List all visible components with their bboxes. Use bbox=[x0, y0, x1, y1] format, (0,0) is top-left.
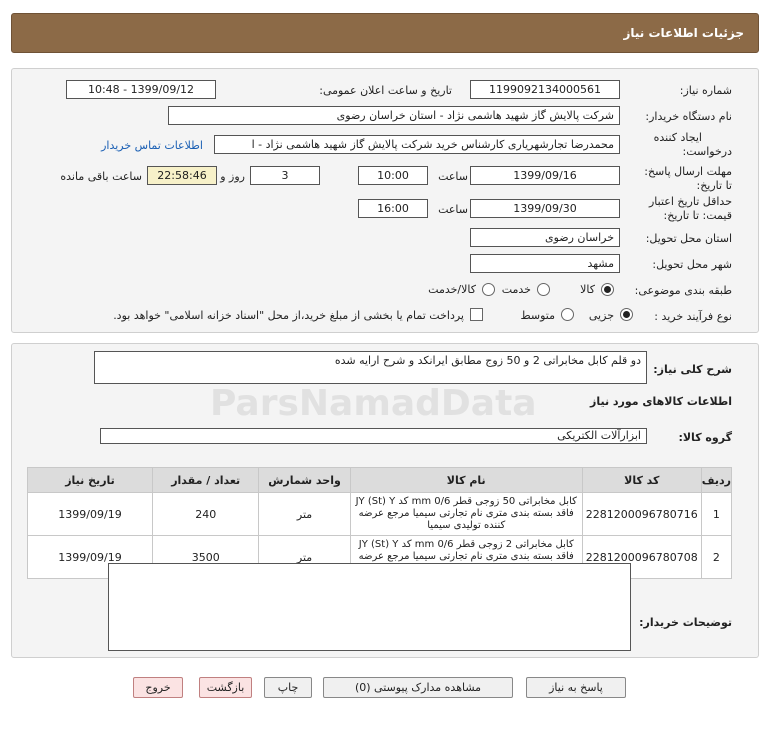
col-unit: واحد شمارش bbox=[259, 468, 350, 493]
page-header bbox=[11, 13, 759, 53]
goods-table-header bbox=[28, 468, 732, 493]
province-field: خراسان رضوی bbox=[470, 228, 620, 247]
validity-label: حداقل تاریخ اعتبار bbox=[648, 195, 732, 208]
days-remaining-field: 3 bbox=[250, 166, 320, 185]
contact-info-link[interactable]: اطلاعات تماس خریدار bbox=[101, 139, 203, 152]
treasury-payment-checkbox[interactable] bbox=[470, 308, 483, 321]
col-code: کد کالا bbox=[582, 468, 701, 493]
treasury-payment-note: پرداخت تمام یا بخشی از مبلغ خرید،از محل "اسناد خزانه اسلامی" خواهد بود. bbox=[113, 309, 464, 322]
process-radio-minor[interactable] bbox=[620, 308, 633, 321]
watermark-logo: ParsNamadData bbox=[210, 383, 537, 424]
view-attachments-button[interactable]: مشاهده مدارک پیوستی (0) bbox=[323, 677, 513, 698]
category-radio-goods[interactable] bbox=[601, 283, 614, 296]
goods-group-field: ابزارآلات الکتریکی bbox=[100, 428, 647, 444]
exit-button[interactable]: خروج bbox=[133, 677, 183, 698]
category-radio-service[interactable] bbox=[537, 283, 550, 296]
print-button[interactable]: چاپ bbox=[264, 677, 312, 698]
col-date: تاریخ نیاز bbox=[28, 468, 153, 493]
creator-field: محمدرضا تجارشهریاری کارشناس خرید شرکت پالایش گاز شهید هاشمی نژاد - ا bbox=[214, 135, 620, 154]
col-qty: تعداد / مقدار bbox=[153, 468, 259, 493]
deadline-date-field: 1399/09/16 bbox=[470, 166, 620, 185]
need-number-label: شماره نیاز: bbox=[679, 84, 732, 97]
cell-code: 2281200096780708 bbox=[582, 536, 701, 579]
category-option-service: خدمت bbox=[501, 283, 531, 296]
deadline-label: مهلت ارسال پاسخ: bbox=[644, 165, 732, 178]
cell-name: کابل مخابراتی 2 زوجی قطر 0/6 mm کد JY (St) Y فاقد بسته بندی متری نام تجارتی سیمیا مرجع عرضه bbox=[350, 536, 582, 579]
summary-label: شرح کلی نیاز: bbox=[653, 363, 732, 376]
need-number-field: 1199092134000561 bbox=[470, 80, 620, 99]
province-label: استان محل تحویل: bbox=[645, 232, 732, 245]
reply-button[interactable]: پاسخ به نیاز bbox=[526, 677, 626, 698]
process-radio-medium[interactable] bbox=[561, 308, 574, 321]
process-option-medium: متوسط bbox=[520, 309, 555, 322]
goods-group-label: گروه کالا: bbox=[678, 431, 732, 444]
cell-unit: متر bbox=[259, 493, 350, 536]
validity-label-2: قیمت: تا تاریخ: bbox=[663, 209, 732, 222]
city-label: شهر محل تحویل: bbox=[652, 258, 732, 271]
buyer-org-label: نام دستگاه خریدار: bbox=[645, 110, 732, 123]
announce-field: 1399/09/12 - 10:48 bbox=[66, 80, 216, 99]
days-label: روز و bbox=[220, 170, 245, 183]
process-label: نوع فرآیند خرید : bbox=[654, 310, 732, 323]
validity-time-label: ساعت bbox=[438, 203, 468, 216]
back-button[interactable]: بازگشت bbox=[199, 677, 252, 698]
creator-label-2: درخواست: bbox=[682, 145, 732, 158]
category-option-goods: کالا bbox=[580, 283, 595, 296]
table-row bbox=[28, 493, 732, 536]
buyer-org-field: شرکت پالایش گاز شهید هاشمی نژاد - استان خراسان رضوی bbox=[168, 106, 620, 125]
cell-row: 1 bbox=[701, 493, 731, 536]
buyer-notes-label: توضیحات خریدار: bbox=[639, 616, 732, 629]
validity-date-field: 1399/09/30 bbox=[470, 199, 620, 218]
cell-row: 2 bbox=[701, 536, 731, 579]
category-option-goods-service: کالا/خدمت bbox=[428, 283, 476, 296]
remaining-time-field: 22:58:46 bbox=[147, 166, 217, 185]
process-option-minor: جزیی bbox=[588, 309, 614, 322]
cell-code: 2281200096780716 bbox=[582, 493, 701, 536]
cell-qty: 240 bbox=[153, 493, 259, 536]
deadline-time-field: 10:00 bbox=[358, 166, 428, 185]
cell-date: 1399/09/19 bbox=[28, 536, 153, 579]
cell-qty: 3500 bbox=[153, 536, 259, 579]
remaining-time-label: ساعت باقی مانده bbox=[60, 170, 142, 183]
category-label: طبقه بندی موضوعی: bbox=[634, 284, 732, 297]
category-radio-goods-service[interactable] bbox=[482, 283, 495, 296]
cell-date: 1399/09/19 bbox=[28, 493, 153, 536]
col-row: ردیف bbox=[701, 468, 731, 493]
city-field: مشهد bbox=[470, 254, 620, 273]
cell-unit: متر bbox=[259, 536, 350, 579]
cell-name: کابل مخابراتی 50 زوجی قطر 0/6 mm کد JY (St) Y فاقد بسته بندی متری نام تجارتی سیمیا مرجع عرضه کننده تولیدی سیمیا bbox=[350, 493, 582, 536]
announce-label: تاریخ و ساعت اعلان عمومی: bbox=[319, 84, 452, 97]
deadline-time-label: ساعت bbox=[438, 170, 468, 183]
page-title: جزئیات اطلاعات نیاز bbox=[623, 26, 744, 40]
deadline-label-2: تا تاریخ: bbox=[696, 179, 732, 192]
goods-section-title: اطلاعات کالاهای مورد نیاز bbox=[590, 395, 732, 408]
creator-label: ایجاد کننده bbox=[653, 131, 702, 144]
validity-time-field: 16:00 bbox=[358, 199, 428, 218]
col-name: نام کالا bbox=[350, 468, 582, 493]
summary-field: دو قلم کابل مخابراتی 2 و 50 زوج مطابق ایرانکد و شرح ارایه شده bbox=[94, 351, 647, 384]
buyer-notes-field bbox=[108, 563, 631, 651]
